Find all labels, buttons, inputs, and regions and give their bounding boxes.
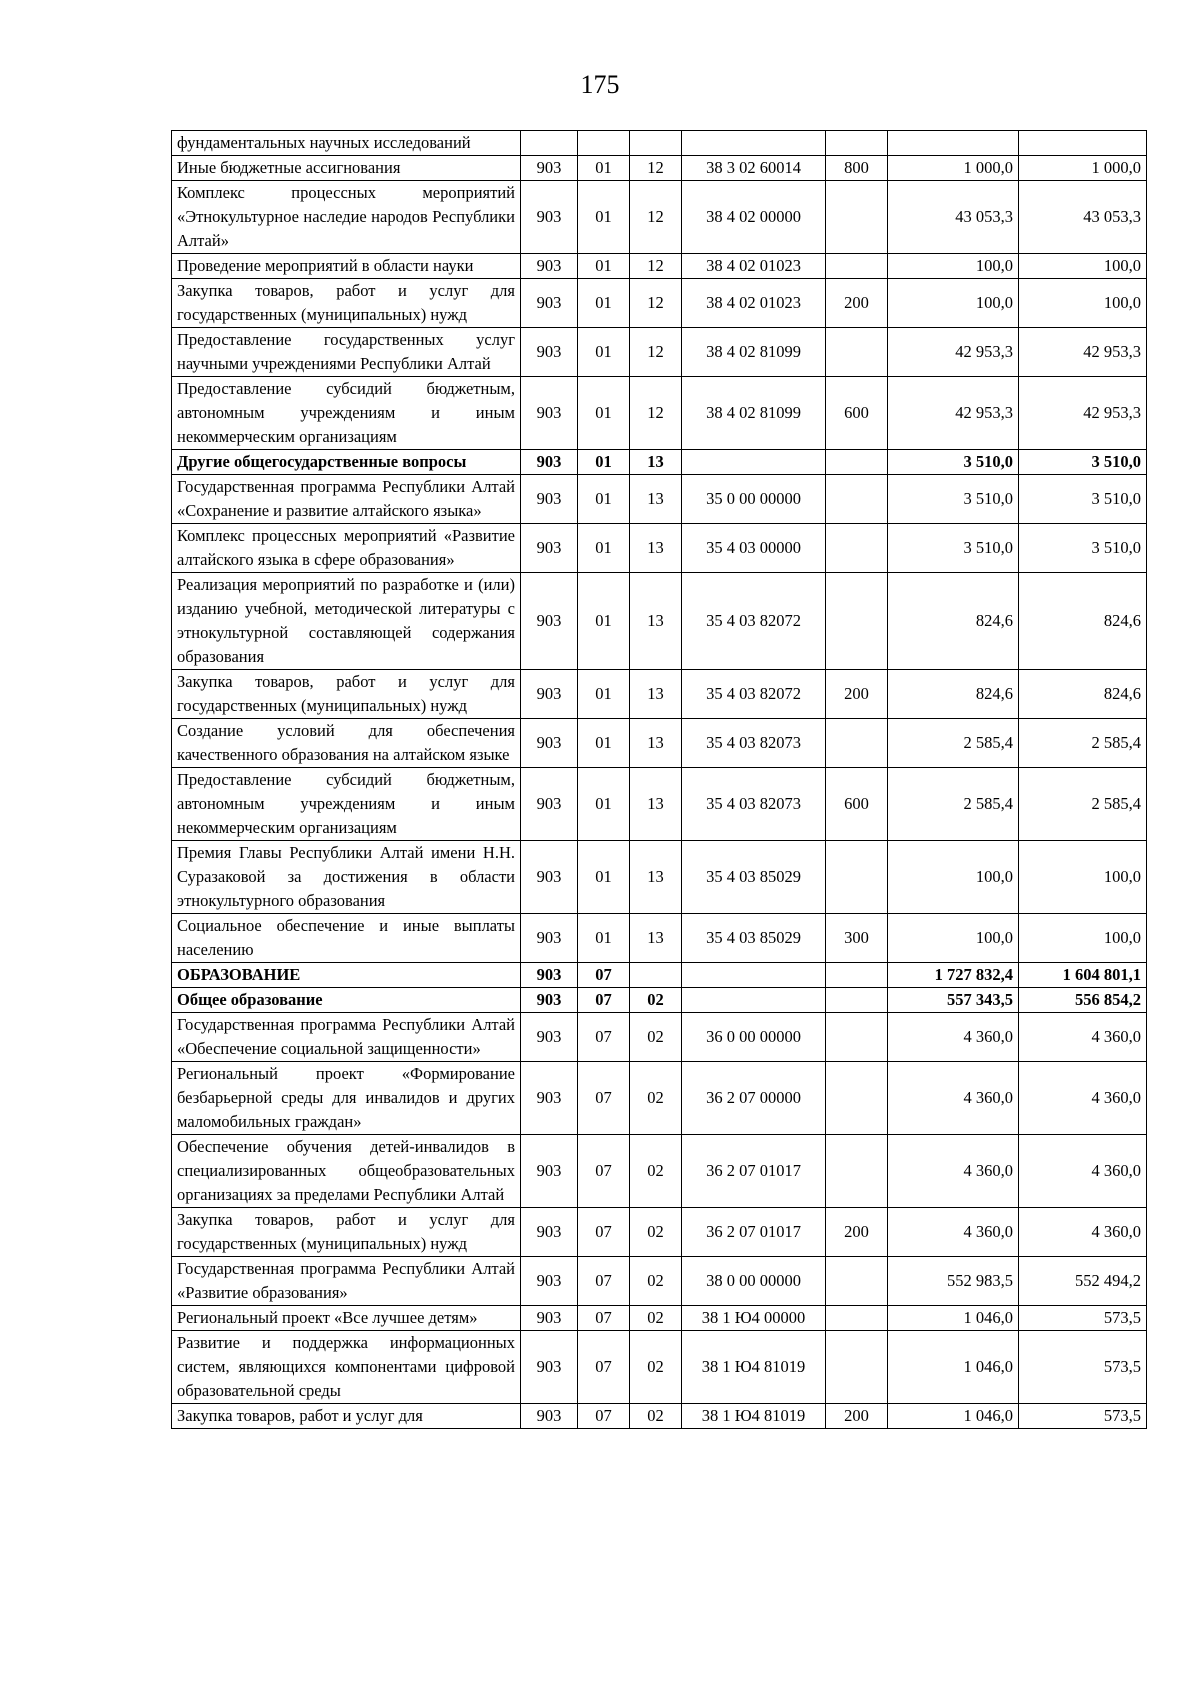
row-name-cell: Региональный проект «Формирование безбарьерной среды для инвалидов и других маломобильных граждан» <box>172 1062 521 1135</box>
table-row <box>172 573 1147 670</box>
amount-year2-cell: 100,0 <box>1019 279 1147 328</box>
amount-year2-cell: 3 510,0 <box>1019 524 1147 573</box>
subsection-code-cell: 13 <box>630 914 682 963</box>
ministry-code-cell: 903 <box>521 841 578 914</box>
amount-year1-cell: 824,6 <box>888 573 1019 670</box>
expense-type-cell: 300 <box>826 914 888 963</box>
ministry-code-cell: 903 <box>521 1013 578 1062</box>
row-name-cell: Обеспечение обучения детей-инвалидов в специализированных общеобразовательных организациях за пределами Республики Алтай <box>172 1135 521 1208</box>
ministry-code-cell: 903 <box>521 181 578 254</box>
amount-year2-cell: 556 854,2 <box>1019 988 1147 1013</box>
amount-year1-cell: 3 510,0 <box>888 450 1019 475</box>
table-row <box>172 841 1147 914</box>
expense-type-cell: 800 <box>826 156 888 181</box>
table-row <box>172 524 1147 573</box>
expense-type-cell <box>826 524 888 573</box>
target-article-cell: 38 0 00 00000 <box>682 1257 826 1306</box>
amount-year2-cell: 42 953,3 <box>1019 328 1147 377</box>
amount-year2-cell: 100,0 <box>1019 914 1147 963</box>
ministry-code-cell <box>521 131 578 156</box>
section-code-cell: 01 <box>578 254 630 279</box>
ministry-code-cell: 903 <box>521 719 578 768</box>
amount-year2-cell: 100,0 <box>1019 841 1147 914</box>
subsection-code-cell: 02 <box>630 1306 682 1331</box>
row-name-cell: Предоставление субсидий бюджетным, автономным учреждениям и иным некоммерческим организациям <box>172 377 521 450</box>
subsection-code-cell: 12 <box>630 328 682 377</box>
section-code-cell: 07 <box>578 1306 630 1331</box>
expense-type-cell <box>826 131 888 156</box>
section-code-cell: 01 <box>578 914 630 963</box>
amount-year2-cell: 43 053,3 <box>1019 181 1147 254</box>
amount-year2-cell: 100,0 <box>1019 254 1147 279</box>
row-name-cell: Социальное обеспечение и иные выплаты населению <box>172 914 521 963</box>
target-article-cell: 38 4 02 81099 <box>682 328 826 377</box>
ministry-code-cell: 903 <box>521 573 578 670</box>
table-row <box>172 377 1147 450</box>
ministry-code-cell: 903 <box>521 1062 578 1135</box>
expense-type-cell <box>826 450 888 475</box>
expense-type-cell <box>826 254 888 279</box>
amount-year1-cell: 100,0 <box>888 279 1019 328</box>
subsection-code-cell: 02 <box>630 1062 682 1135</box>
expense-type-cell <box>826 841 888 914</box>
amount-year1-cell: 4 360,0 <box>888 1208 1019 1257</box>
ministry-code-cell: 903 <box>521 1135 578 1208</box>
amount-year2-cell: 824,6 <box>1019 670 1147 719</box>
subsection-code-cell <box>630 131 682 156</box>
subsection-code-cell: 12 <box>630 377 682 450</box>
section-code-cell: 01 <box>578 279 630 328</box>
section-code-cell: 07 <box>578 1331 630 1404</box>
target-article-cell: 36 0 00 00000 <box>682 1013 826 1062</box>
amount-year2-cell: 1 604 801,1 <box>1019 963 1147 988</box>
target-article-cell <box>682 131 826 156</box>
row-name-cell: Региональный проект «Все лучшее детям» <box>172 1306 521 1331</box>
subsection-code-cell: 13 <box>630 768 682 841</box>
section-code-cell: 01 <box>578 670 630 719</box>
subsection-code-cell: 02 <box>630 1257 682 1306</box>
row-name-cell: Государственная программа Республики Алтай «Обеспечение социальной защищенности» <box>172 1013 521 1062</box>
amount-year1-cell: 1 046,0 <box>888 1306 1019 1331</box>
table-row <box>172 279 1147 328</box>
table-row <box>172 1306 1147 1331</box>
ministry-code-cell: 903 <box>521 914 578 963</box>
subsection-code-cell: 13 <box>630 670 682 719</box>
target-article-cell <box>682 963 826 988</box>
amount-year2-cell: 2 585,4 <box>1019 768 1147 841</box>
ministry-code-cell: 903 <box>521 475 578 524</box>
amount-year2-cell: 4 360,0 <box>1019 1013 1147 1062</box>
row-name-cell: Комплекс процессных мероприятий «Развитие алтайского языка в сфере образования» <box>172 524 521 573</box>
target-article-cell: 38 4 02 00000 <box>682 181 826 254</box>
table-row <box>172 1331 1147 1404</box>
subsection-code-cell: 13 <box>630 450 682 475</box>
table-row <box>172 475 1147 524</box>
amount-year1-cell: 1 046,0 <box>888 1331 1019 1404</box>
amount-year2-cell: 824,6 <box>1019 573 1147 670</box>
amount-year1-cell: 1 727 832,4 <box>888 963 1019 988</box>
table-row <box>172 768 1147 841</box>
target-article-cell: 38 4 02 81099 <box>682 377 826 450</box>
amount-year1-cell: 4 360,0 <box>888 1013 1019 1062</box>
section-code-cell: 01 <box>578 768 630 841</box>
subsection-code-cell: 13 <box>630 841 682 914</box>
section-code-cell: 01 <box>578 450 630 475</box>
section-code-cell: 01 <box>578 719 630 768</box>
subsection-code-cell: 13 <box>630 573 682 670</box>
section-code-cell: 01 <box>578 377 630 450</box>
target-article-cell: 35 4 03 82073 <box>682 768 826 841</box>
row-name-cell: Закупка товаров, работ и услуг для <box>172 1404 521 1429</box>
amount-year2-cell: 552 494,2 <box>1019 1257 1147 1306</box>
section-code-cell: 01 <box>578 573 630 670</box>
amount-year1-cell: 100,0 <box>888 841 1019 914</box>
expense-type-cell <box>826 1062 888 1135</box>
expense-type-cell <box>826 1135 888 1208</box>
amount-year1-cell: 42 953,3 <box>888 328 1019 377</box>
expense-type-cell <box>826 181 888 254</box>
subsection-code-cell: 13 <box>630 524 682 573</box>
section-code-cell: 07 <box>578 1404 630 1429</box>
expense-type-cell <box>826 328 888 377</box>
row-name-cell: Государственная программа Республики Алтай «Сохранение и развитие алтайского языка» <box>172 475 521 524</box>
expense-type-cell <box>826 1331 888 1404</box>
row-name-cell: Закупка товаров, работ и услуг для государственных (муниципальных) нужд <box>172 1208 521 1257</box>
expense-type-cell: 200 <box>826 1208 888 1257</box>
amount-year2-cell: 3 510,0 <box>1019 450 1147 475</box>
amount-year1-cell: 100,0 <box>888 254 1019 279</box>
amount-year1-cell: 1 000,0 <box>888 156 1019 181</box>
amount-year1-cell: 4 360,0 <box>888 1062 1019 1135</box>
amount-year1-cell: 2 585,4 <box>888 719 1019 768</box>
amount-year2-cell: 573,5 <box>1019 1404 1147 1429</box>
subsection-code-cell: 02 <box>630 1404 682 1429</box>
target-article-cell: 35 4 03 85029 <box>682 841 826 914</box>
table-row <box>172 328 1147 377</box>
expense-type-cell <box>826 1013 888 1062</box>
target-article-cell: 35 0 00 00000 <box>682 475 826 524</box>
page-number: 175 <box>580 70 620 99</box>
section-code-cell: 07 <box>578 1013 630 1062</box>
section-code-cell: 07 <box>578 1257 630 1306</box>
ministry-code-cell: 903 <box>521 1306 578 1331</box>
target-article-cell: 38 3 02 60014 <box>682 156 826 181</box>
ministry-code-cell: 903 <box>521 988 578 1013</box>
subsection-code-cell: 02 <box>630 988 682 1013</box>
expense-type-cell: 200 <box>826 1404 888 1429</box>
row-name-cell: Предоставление субсидий бюджетным, автономным учреждениям и иным некоммерческим организациям <box>172 768 521 841</box>
ministry-code-cell: 903 <box>521 1404 578 1429</box>
row-name-cell: фундаментальных научных исследований <box>172 131 521 156</box>
subsection-code-cell: 13 <box>630 719 682 768</box>
subsection-code-cell: 02 <box>630 1135 682 1208</box>
table-row <box>172 719 1147 768</box>
target-article-cell: 38 1 Ю4 81019 <box>682 1331 826 1404</box>
row-name-cell: Предоставление государственных услуг научными учреждениями Республики Алтай <box>172 328 521 377</box>
section-code-cell: 07 <box>578 1135 630 1208</box>
amount-year2-cell: 573,5 <box>1019 1306 1147 1331</box>
row-name-cell: Комплекс процессных мероприятий «Этнокультурное наследие народов Республики Алтай» <box>172 181 521 254</box>
target-article-cell: 36 2 07 01017 <box>682 1208 826 1257</box>
expense-type-cell <box>826 1257 888 1306</box>
target-article-cell: 38 1 Ю4 81019 <box>682 1404 826 1429</box>
amount-year2-cell: 1 000,0 <box>1019 156 1147 181</box>
expense-type-cell <box>826 988 888 1013</box>
section-code-cell: 01 <box>578 181 630 254</box>
amount-year2-cell: 42 953,3 <box>1019 377 1147 450</box>
target-article-cell: 35 4 03 82072 <box>682 670 826 719</box>
target-article-cell: 38 4 02 01023 <box>682 254 826 279</box>
section-code-cell <box>578 131 630 156</box>
ministry-code-cell: 903 <box>521 524 578 573</box>
ministry-code-cell: 903 <box>521 670 578 719</box>
subsection-code-cell: 12 <box>630 181 682 254</box>
row-name-cell: Проведение мероприятий в области науки <box>172 254 521 279</box>
table-row <box>172 254 1147 279</box>
ministry-code-cell: 903 <box>521 279 578 328</box>
amount-year1-cell: 552 983,5 <box>888 1257 1019 1306</box>
subsection-code-cell: 02 <box>630 1331 682 1404</box>
expense-type-cell <box>826 719 888 768</box>
expense-type-cell: 600 <box>826 768 888 841</box>
table-row <box>172 1257 1147 1306</box>
expense-type-cell <box>826 475 888 524</box>
amount-year1-cell: 824,6 <box>888 670 1019 719</box>
expense-type-cell: 200 <box>826 670 888 719</box>
table-row <box>172 156 1147 181</box>
table-row <box>172 181 1147 254</box>
amount-year2-cell: 4 360,0 <box>1019 1135 1147 1208</box>
table-row <box>172 1135 1147 1208</box>
row-name-cell: Создание условий для обеспечения качественного образования на алтайском языке <box>172 719 521 768</box>
target-article-cell: 38 1 Ю4 00000 <box>682 1306 826 1331</box>
target-article-cell: 38 4 02 01023 <box>682 279 826 328</box>
target-article-cell: 35 4 03 00000 <box>682 524 826 573</box>
amount-year1-cell <box>888 131 1019 156</box>
row-name-cell: Премия Главы Республики Алтай имени Н.Н. Суразаковой за достижения в области этнокультурного образования <box>172 841 521 914</box>
section-code-cell: 01 <box>578 156 630 181</box>
ministry-code-cell: 903 <box>521 1331 578 1404</box>
row-name-cell: Общее образование <box>172 988 521 1013</box>
section-code-cell: 07 <box>578 963 630 988</box>
table-row <box>172 1208 1147 1257</box>
target-article-cell: 35 4 03 82073 <box>682 719 826 768</box>
table-row <box>172 131 1147 156</box>
row-name-cell: Другие общегосударственные вопросы <box>172 450 521 475</box>
section-code-cell: 01 <box>578 524 630 573</box>
ministry-code-cell: 903 <box>521 328 578 377</box>
subsection-code-cell: 12 <box>630 279 682 328</box>
table-row <box>172 670 1147 719</box>
table-row <box>172 914 1147 963</box>
table-row <box>172 963 1147 988</box>
amount-year1-cell: 3 510,0 <box>888 524 1019 573</box>
subsection-code-cell <box>630 963 682 988</box>
ministry-code-cell: 903 <box>521 1208 578 1257</box>
row-name-cell: Закупка товаров, работ и услуг для государственных (муниципальных) нужд <box>172 279 521 328</box>
target-article-cell: 36 2 07 00000 <box>682 1062 826 1135</box>
row-name-cell: ОБРАЗОВАНИЕ <box>172 963 521 988</box>
amount-year1-cell: 43 053,3 <box>888 181 1019 254</box>
subsection-code-cell: 02 <box>630 1208 682 1257</box>
table-row <box>172 1013 1147 1062</box>
ministry-code-cell: 903 <box>521 156 578 181</box>
target-article-cell: 36 2 07 01017 <box>682 1135 826 1208</box>
budget-table <box>171 130 1147 1429</box>
row-name-cell: Закупка товаров, работ и услуг для государственных (муниципальных) нужд <box>172 670 521 719</box>
expense-type-cell <box>826 573 888 670</box>
subsection-code-cell: 12 <box>630 156 682 181</box>
expense-type-cell <box>826 963 888 988</box>
table-row <box>172 1404 1147 1429</box>
subsection-code-cell: 13 <box>630 475 682 524</box>
subsection-code-cell: 12 <box>630 254 682 279</box>
ministry-code-cell: 903 <box>521 963 578 988</box>
expense-type-cell <box>826 1306 888 1331</box>
amount-year1-cell: 100,0 <box>888 914 1019 963</box>
table-row <box>172 988 1147 1013</box>
row-name-cell: Развитие и поддержка информационных систем, являющихся компонентами цифровой образовательной среды <box>172 1331 521 1404</box>
section-code-cell: 07 <box>578 1062 630 1135</box>
amount-year1-cell: 557 343,5 <box>888 988 1019 1013</box>
expense-type-cell: 600 <box>826 377 888 450</box>
ministry-code-cell: 903 <box>521 450 578 475</box>
ministry-code-cell: 903 <box>521 254 578 279</box>
table-row <box>172 1062 1147 1135</box>
amount-year2-cell: 3 510,0 <box>1019 475 1147 524</box>
target-article-cell: 35 4 03 85029 <box>682 914 826 963</box>
section-code-cell: 01 <box>578 841 630 914</box>
row-name-cell: Иные бюджетные ассигнования <box>172 156 521 181</box>
row-name-cell: Государственная программа Республики Алтай «Развитие образования» <box>172 1257 521 1306</box>
amount-year1-cell: 42 953,3 <box>888 377 1019 450</box>
amount-year1-cell: 3 510,0 <box>888 475 1019 524</box>
section-code-cell: 07 <box>578 1208 630 1257</box>
section-code-cell: 07 <box>578 988 630 1013</box>
ministry-code-cell: 903 <box>521 768 578 841</box>
section-code-cell: 01 <box>578 475 630 524</box>
ministry-code-cell: 903 <box>521 377 578 450</box>
subsection-code-cell: 02 <box>630 1013 682 1062</box>
expense-type-cell: 200 <box>826 279 888 328</box>
amount-year2-cell: 4 360,0 <box>1019 1062 1147 1135</box>
ministry-code-cell: 903 <box>521 1257 578 1306</box>
row-name-cell: Реализация мероприятий по разработке и (или) изданию учебной, методической литературы с этнокультурной составляющей содержания образования <box>172 573 521 670</box>
amount-year2-cell: 4 360,0 <box>1019 1208 1147 1257</box>
target-article-cell <box>682 988 826 1013</box>
target-article-cell <box>682 450 826 475</box>
amount-year2-cell: 573,5 <box>1019 1331 1147 1404</box>
section-code-cell: 01 <box>578 328 630 377</box>
amount-year2-cell <box>1019 131 1147 156</box>
amount-year1-cell: 2 585,4 <box>888 768 1019 841</box>
table-row <box>172 450 1147 475</box>
amount-year1-cell: 1 046,0 <box>888 1404 1019 1429</box>
amount-year1-cell: 4 360,0 <box>888 1135 1019 1208</box>
amount-year2-cell: 2 585,4 <box>1019 719 1147 768</box>
target-article-cell: 35 4 03 82072 <box>682 573 826 670</box>
